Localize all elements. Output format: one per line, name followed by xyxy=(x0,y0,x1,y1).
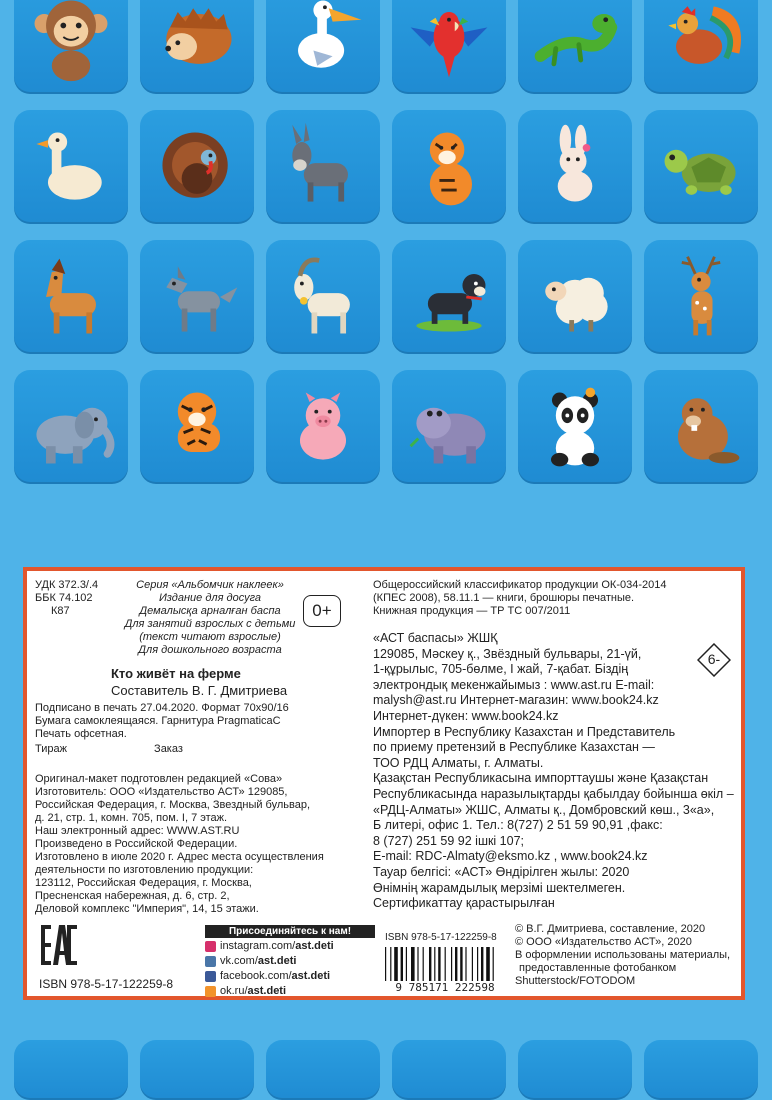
kz-line: 129085, Мәскеу қ., Звёздный бульвары, 21-үй, xyxy=(373,646,642,661)
barcode xyxy=(377,945,513,995)
turtle-icon xyxy=(653,119,749,215)
orig-line: деятельности по изготовлению продукции: xyxy=(35,864,254,876)
tiger-cub-icon xyxy=(401,119,497,215)
social-ok[interactable] xyxy=(205,984,375,998)
turkey-icon xyxy=(149,119,245,215)
barcode-bar xyxy=(423,947,424,981)
hedgehog-icon xyxy=(149,0,245,85)
sticker-pelican xyxy=(266,0,380,94)
social-header: Присоединяйтесь к нам! xyxy=(205,925,375,938)
wolf-icon xyxy=(149,249,245,345)
kz-line: «АСТ баспасы» ЖШҚ xyxy=(373,631,498,645)
elephant-icon xyxy=(23,379,119,475)
bottom-tile-row xyxy=(14,1040,758,1100)
orig-line: Деловой комплекс "Империя", 14, 15 этажи. xyxy=(35,903,259,915)
age-rating-badge: 0+ xyxy=(303,595,341,627)
goose-icon xyxy=(23,119,119,215)
kz-line: электрондық мекенжайымыз : www.ast.ru E-mail: xyxy=(373,677,655,692)
social-handle: ast.deti xyxy=(291,970,331,982)
sticker-deer xyxy=(644,240,758,354)
kz-line: Тауар белгісі: «АСТ» Өндірілген жылы: 2020 xyxy=(373,864,630,879)
orig-line: Изготовлено в июле 2020 г. Адрес места осуществления xyxy=(35,851,324,863)
sticker-monkey xyxy=(14,0,128,94)
monkey-icon xyxy=(23,0,119,85)
sticker-dog xyxy=(392,240,506,354)
sticker-rabbit xyxy=(518,110,632,224)
sticker-turkey xyxy=(140,110,254,224)
barcode-bar xyxy=(465,947,466,981)
social-links xyxy=(205,925,375,998)
barcode-bar xyxy=(445,947,446,981)
sticker-grid xyxy=(14,0,758,484)
kz-line: Өнімнің жарамдылық мерзімі шектелмеген. xyxy=(373,880,626,895)
print-info xyxy=(35,702,289,756)
facebook-icon xyxy=(205,971,216,982)
book-author: Составитель В. Г. Дмитриева xyxy=(111,683,288,698)
sticker-hippo xyxy=(392,370,506,484)
barcode-bar xyxy=(486,947,490,981)
barcode-bar xyxy=(390,947,391,981)
barcode-bar xyxy=(411,947,415,981)
vk-icon xyxy=(205,956,216,967)
tile xyxy=(140,1040,254,1100)
sticker-elephant xyxy=(14,370,128,484)
barcode-bar xyxy=(481,947,483,981)
kz-line: Республикасында наразылықтарды қабылдау бойынша өкіл – xyxy=(373,786,734,801)
panda-icon xyxy=(527,379,623,475)
social-prefix: vk.com/ xyxy=(220,955,258,967)
sheep-icon xyxy=(527,249,623,345)
age-rating-kz-badge xyxy=(697,643,731,677)
barcode-bar xyxy=(438,947,440,981)
sticker-goose xyxy=(14,110,128,224)
sticker-parrot xyxy=(392,0,506,94)
tile xyxy=(266,1040,380,1100)
kz-line: Сертификаттау қарастырылған xyxy=(373,896,555,911)
barcode-bar xyxy=(434,947,435,981)
copyright-line: предоставленные фотобанком xyxy=(519,962,677,974)
sticker-pig xyxy=(266,370,380,484)
orig-line: Российская Федерация, г. Москва, Звездный бульвар, xyxy=(35,799,311,811)
instagram-icon xyxy=(205,941,216,952)
kz-line: Б литері, офис 1. Тел.: 8(727) 2 51 59 90,91 ,факс: xyxy=(373,818,663,833)
manufacturer-info xyxy=(35,773,324,916)
copyright-block xyxy=(515,923,730,988)
parrot-icon xyxy=(401,0,497,85)
social-prefix: facebook.com/ xyxy=(220,970,292,982)
deer-icon xyxy=(653,249,749,345)
social-prefix: ok.ru/ xyxy=(220,985,248,997)
okp-line: Книжная продукция — ТР ТС 007/2011 xyxy=(373,605,571,617)
orig-line: 123112, Российская Федерация, г. Москва, xyxy=(35,877,252,889)
barcode-bar xyxy=(472,947,473,981)
barcode-bar xyxy=(417,947,418,981)
imprint-panel xyxy=(23,567,745,1000)
series-line: Для дошкольного возраста xyxy=(138,644,282,656)
sticker-donkey xyxy=(266,110,380,224)
kz-line: malysh@ast.ru Интернет-магазин: www.book24.kz xyxy=(373,693,659,708)
beaver-icon xyxy=(653,379,749,475)
kz-line: «РДЦ-Алматы» ЖШС, Алматы қ., Домбровский көш., 3«а», xyxy=(373,802,715,817)
pelican-icon xyxy=(275,0,371,85)
orig-line: Изготовитель: ООО «Издательство АСТ» 129085, xyxy=(35,786,288,798)
udk-line: УДК 372.3/.4 xyxy=(35,579,99,591)
hippo-icon xyxy=(401,379,497,475)
tirazh-label: Тираж xyxy=(35,743,67,755)
sticker-turtle xyxy=(644,110,758,224)
social-vk[interactable] xyxy=(205,954,375,968)
pig-icon xyxy=(275,379,371,475)
barcode-bar xyxy=(460,947,462,981)
tile xyxy=(518,1040,632,1100)
social-handle: ast.deti xyxy=(247,985,287,997)
book-title: Кто живёт на ферме xyxy=(111,666,241,681)
series-line: Серия «Альбомчик наклеек» xyxy=(136,579,284,591)
series-line: Издание для досуга xyxy=(158,592,262,604)
orig-line: Оригинал-макет подготовлен редакцией «Сова» xyxy=(35,773,283,785)
kz-line: 8 (727) 251 59 92 ішкі 107; xyxy=(373,833,525,848)
series-line: Демалысқа арналған баспа xyxy=(139,605,281,617)
sticker-sheep xyxy=(518,240,632,354)
barcode-bar xyxy=(401,947,403,981)
barcode-bar xyxy=(477,947,478,981)
dog-icon xyxy=(401,249,497,345)
barcode-bar xyxy=(451,947,452,981)
sticker-hedgehog xyxy=(140,0,254,94)
isbn-barcode-label: ISBN 978-5-17-122259-8 xyxy=(385,932,497,943)
zakaz-label: Заказ xyxy=(154,743,183,755)
orig-line: Пресненская набережная, д. 6, стр. 2, xyxy=(35,890,230,902)
social-facebook[interactable] xyxy=(205,969,375,983)
eac-mark xyxy=(39,923,79,967)
author-mark: К87 xyxy=(51,605,70,617)
sticker-horse xyxy=(14,240,128,354)
kz-line: 1-құрылыс, 705-бөлме, I жай, 7-қабат. Біздің xyxy=(373,662,629,677)
copyright-line: В оформлении использованы материалы, xyxy=(515,949,731,961)
social-handle: ast.deti xyxy=(257,955,297,967)
okp-line: Общероссийский классификатор продукции ОК-034-2014 xyxy=(373,579,667,591)
social-instagram[interactable] xyxy=(205,939,375,953)
copyright-line: © ООО «Издательство АСТ», 2020 xyxy=(515,936,692,948)
print-line: Подписано в печать 27.04.2020. Формат 70x90/16 xyxy=(35,702,289,714)
goat-icon xyxy=(275,249,371,345)
sticker-goat xyxy=(266,240,380,354)
print-line: Печать офсетная. xyxy=(35,728,127,740)
copyright-line: © В.Г. Дмитриева, составление, 2020 xyxy=(515,923,706,935)
sticker-panda xyxy=(518,370,632,484)
barcode-bar xyxy=(429,947,431,981)
rooster-icon xyxy=(653,0,749,85)
series-block xyxy=(95,579,325,657)
sticker-tiger-cub xyxy=(392,110,506,224)
kz-line: Қазақстан Республикасына импорттаушы және Қазақстан xyxy=(373,771,709,786)
orig-line: д. 21, стр. 1, комн. 705, пом. I, 7 этаж. xyxy=(35,812,228,824)
okp-line: (КПЕС 2008), 58.11.1 — книги, брошюры печатные. xyxy=(373,592,635,604)
sticker-wolf xyxy=(140,240,254,354)
orig-line: Наш электронный адрес: WWW.AST.RU xyxy=(35,825,240,837)
iguana-icon xyxy=(527,0,623,85)
barcode-bar xyxy=(406,947,407,981)
kazakhstan-info xyxy=(373,631,734,912)
barcode-bar xyxy=(394,947,398,981)
print-line: Бумага самоклеящаяся. Гарнитура PragmaticaC xyxy=(35,715,281,727)
series-line: Для занятий взрослых с детьми xyxy=(124,618,296,630)
kz-line: E-mail: RDC-Almaty@eksmo.kz , www.book24.kz xyxy=(373,849,648,864)
kz-line: Интернет-дүкен: www.book24.kz xyxy=(373,708,559,723)
sticker-beaver xyxy=(644,370,758,484)
kz-line: ТОО РДЦ Алматы, г. Алматы. xyxy=(373,755,544,770)
barcode-bar xyxy=(493,947,494,981)
sticker-rooster xyxy=(644,0,758,94)
social-prefix: instagram.com/ xyxy=(220,940,296,952)
social-handle: ast.deti xyxy=(295,940,334,952)
tiger-icon xyxy=(149,379,245,475)
barcode-bar xyxy=(455,947,457,981)
isbn-left: ISBN 978-5-17-122259-8 xyxy=(39,977,174,991)
orig-line: Произведено в Российской Федерации. xyxy=(35,838,238,850)
tile xyxy=(14,1040,128,1100)
bbk-line: ББК 74.102 xyxy=(35,592,93,604)
age-rating-kz-text: 6- xyxy=(707,651,721,667)
series-line: (текст читают взрослые) xyxy=(139,631,281,643)
udk-block xyxy=(35,579,98,618)
kz-line: Импортер в Республику Казахстан и Представитель xyxy=(373,724,676,739)
rabbit-icon xyxy=(527,119,623,215)
ok-icon xyxy=(205,986,216,997)
classifier-info xyxy=(373,579,666,618)
horse-icon xyxy=(23,249,119,345)
sticker-iguana xyxy=(518,0,632,94)
eac-icon xyxy=(39,923,79,967)
donkey-icon xyxy=(275,119,371,215)
copyright-line: Shutterstock/FOTODOM xyxy=(515,975,636,987)
barcode-digits: 9 785171 222598 xyxy=(377,981,513,994)
sticker-tiger xyxy=(140,370,254,484)
tile xyxy=(392,1040,506,1100)
tile xyxy=(644,1040,758,1100)
barcode-bar xyxy=(385,947,386,981)
kz-line: по приему претензий в Республике Казахстан — xyxy=(373,740,655,755)
